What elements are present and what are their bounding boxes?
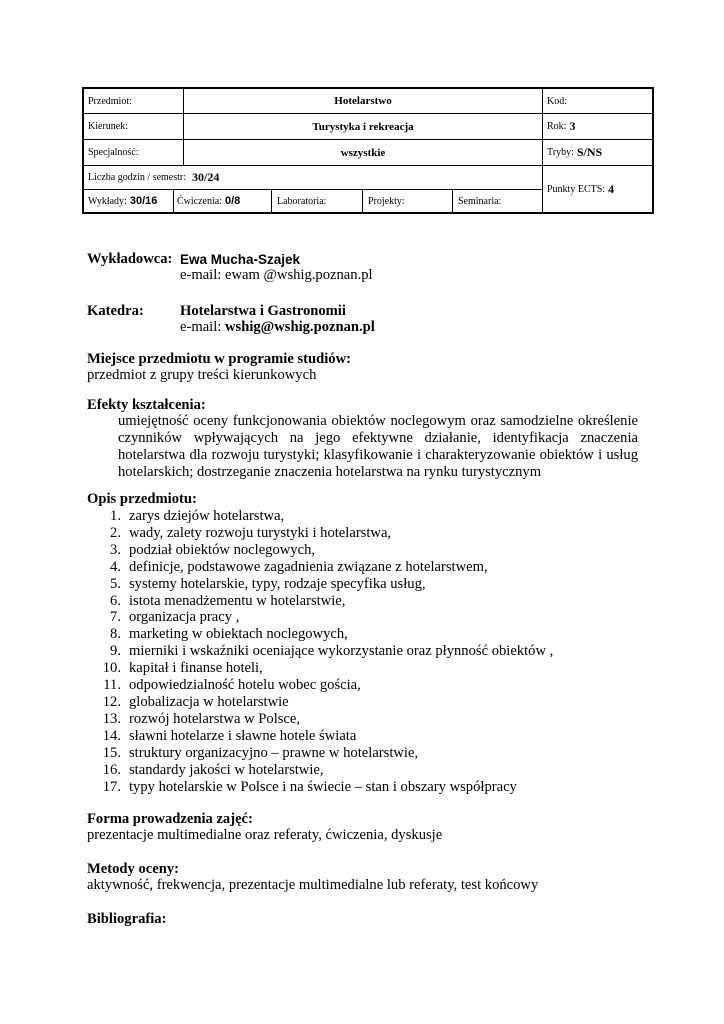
lectures-label: Wykłady:	[88, 195, 127, 207]
description-heading: Opis przedmiotu:	[87, 491, 197, 507]
assessment-text: aktywność, frekwencja, prezentacje multimedialne lub referaty, test końcowy	[87, 877, 539, 893]
list-item-number: 7.	[110, 609, 121, 626]
list-item	[87, 593, 553, 610]
form-text: prezentacje multimedialne oraz referaty, ćwiczenia, dyskusje	[87, 827, 443, 843]
code-label: Kod:	[547, 95, 567, 107]
direction-label: Kierunek:	[88, 121, 128, 132]
hours-value: 30/24	[192, 170, 220, 184]
list-item-number: 14.	[102, 727, 121, 744]
list-item-text: rozwój hotelarstwa w Polsce,	[129, 710, 301, 727]
direction-value: Turystyka i rekreacja	[312, 120, 414, 133]
specialty-label: Specjalność:	[88, 147, 139, 158]
list-item-text: zarys dziejów hotelarstwa,	[129, 508, 285, 524]
list-item	[87, 728, 553, 745]
department-email-line	[180, 319, 375, 336]
assessment-heading: Metody oceny:	[87, 861, 179, 877]
program-place-heading: Miejsce przedmiotu w programie studiów:	[87, 351, 351, 367]
department-email-prefix: e-mail:	[180, 319, 225, 335]
lecturer-label: Wykładowca:	[87, 251, 173, 267]
department-label: Katedra:	[87, 303, 144, 319]
list-item-text: podział obiektów noclegowych,	[129, 541, 316, 558]
list-item-number: 11.	[103, 677, 121, 694]
list-item-text: definicje, podstawowe zagadnienia związane z hotelarstwem,	[129, 558, 488, 575]
list-item-text: marketing w obiektach noclegowych,	[129, 626, 348, 643]
list-item-number: 13.	[102, 710, 121, 727]
table-divider	[542, 89, 543, 212]
table-divider	[271, 189, 272, 212]
description-list	[87, 508, 553, 795]
list-item-number: 6.	[110, 592, 121, 609]
ects-cell	[547, 166, 647, 212]
list-item	[87, 762, 553, 779]
list-item	[87, 525, 553, 542]
list-item-text: systemy hotelarskie, typy, rodzaje specyfika usług,	[129, 575, 426, 592]
subject-value: Hotelarstwo	[334, 95, 392, 107]
lecturer-name: Ewa Mucha-Szajek	[180, 252, 301, 267]
list-item	[87, 677, 553, 694]
department-name: Hotelarstwa i Gastronomii	[180, 303, 346, 319]
list-item-number: 8.	[110, 626, 121, 643]
list-item	[87, 542, 553, 559]
exercises-value: 0/8	[224, 195, 241, 207]
list-item	[87, 559, 553, 576]
department-email[interactable]: wshig@wshig.poznan.pl	[224, 319, 375, 335]
lab-label: Laboratoria:	[277, 195, 327, 207]
table-divider	[173, 189, 174, 212]
hours-cell	[88, 166, 542, 189]
hours-label: Liczba godzin / semestr:	[88, 172, 187, 183]
list-item	[87, 779, 553, 796]
list-item-text: kapitał i finanse hoteli,	[129, 660, 263, 677]
list-item-number: 4.	[110, 558, 121, 575]
list-item-number: 12.	[102, 693, 121, 710]
year-cell	[547, 114, 647, 139]
list-item-text: odpowiedzialność hotelu wobec gościa,	[129, 677, 361, 694]
list-item	[87, 694, 553, 711]
list-item-text: istota menadżementu w hotelarstwie,	[129, 592, 346, 609]
subject-label: Przedmiot:	[88, 95, 132, 107]
mode-cell	[547, 140, 647, 165]
table-divider	[452, 189, 453, 212]
list-item-text: sławni hotelarze i sławne hotele świata	[129, 727, 357, 744]
specialty-value: wszystkie	[340, 146, 386, 159]
outcomes-heading: Efekty kształcenia:	[87, 397, 206, 413]
list-item-text: standardy jakości w hotelarstwie,	[129, 761, 324, 778]
projects-label: Projekty:	[368, 195, 405, 207]
list-item	[87, 576, 553, 593]
list-item	[87, 609, 553, 626]
list-item-text: struktury organizacyjno – prawne w hotelarstwie,	[129, 744, 419, 761]
list-item	[87, 508, 553, 525]
mode-value: S/NS	[576, 145, 603, 159]
list-item	[87, 711, 553, 728]
list-item-text: globalizacja w hotelarstwie	[129, 693, 289, 710]
bibliography-heading: Bibliografia:	[87, 911, 167, 927]
mode-label: Tryby:	[547, 147, 574, 158]
list-item-number: 16.	[102, 761, 121, 778]
lectures-value: 30/16	[129, 195, 158, 207]
list-item-number: 10.	[102, 660, 121, 677]
list-item	[87, 643, 553, 660]
lecturer-email[interactable]: e-mail: ewam @wshig.poznan.pl	[180, 267, 373, 283]
list-item	[87, 660, 553, 677]
list-item-number: 15.	[102, 744, 121, 761]
exercises-cell	[177, 190, 271, 212]
list-item-number: 1.	[110, 508, 121, 524]
seminars-label: Seminaria:	[458, 195, 502, 207]
list-item-number: 2.	[110, 524, 121, 541]
course-header-table	[82, 87, 654, 214]
list-item	[87, 745, 553, 762]
list-item	[87, 626, 553, 643]
list-item-text: organizacja pracy ,	[129, 609, 240, 626]
list-item-text: wady, zalety rozwoju turystyki i hotelarstwa,	[129, 524, 392, 541]
year-value: 3	[569, 119, 576, 133]
ects-label: Punkty ECTS:	[547, 183, 606, 195]
lectures-cell	[88, 190, 173, 212]
list-item-text: mierniki i wskaźniki oceniające wykorzystanie oraz płynność obiektów ,	[129, 643, 554, 660]
exercises-label: Ćwiczenia:	[177, 195, 222, 207]
table-divider	[362, 189, 363, 212]
outcomes-text: umiejętność oceny funkcjonowania obiektów noclegowym oraz samodzielne określenie czynników wpływających na jego efektywne działanie, identyfikacja znaczenia hotelarstwa dla rozwoju turystyki; klasyfikowanie i charakteryzowanie obiektów i usług hotelarskich; dostrzeganie znaczenia hotelarstwa na rynku turystycznym	[118, 413, 638, 480]
list-item-number: 17.	[102, 778, 121, 795]
program-place-text: przedmiot z grupy treści kierunkowych	[87, 367, 317, 383]
list-item-text: typy hotelarskie w Polsce i na świecie – stan i obszary współpracy	[129, 778, 517, 795]
form-heading: Forma prowadzenia zajęć:	[87, 811, 253, 827]
list-item-number: 5.	[110, 575, 121, 592]
list-item-number: 3.	[110, 541, 121, 558]
list-item-number: 9.	[110, 643, 121, 660]
year-label: Rok:	[547, 121, 567, 132]
ects-value: 4	[608, 181, 615, 196]
